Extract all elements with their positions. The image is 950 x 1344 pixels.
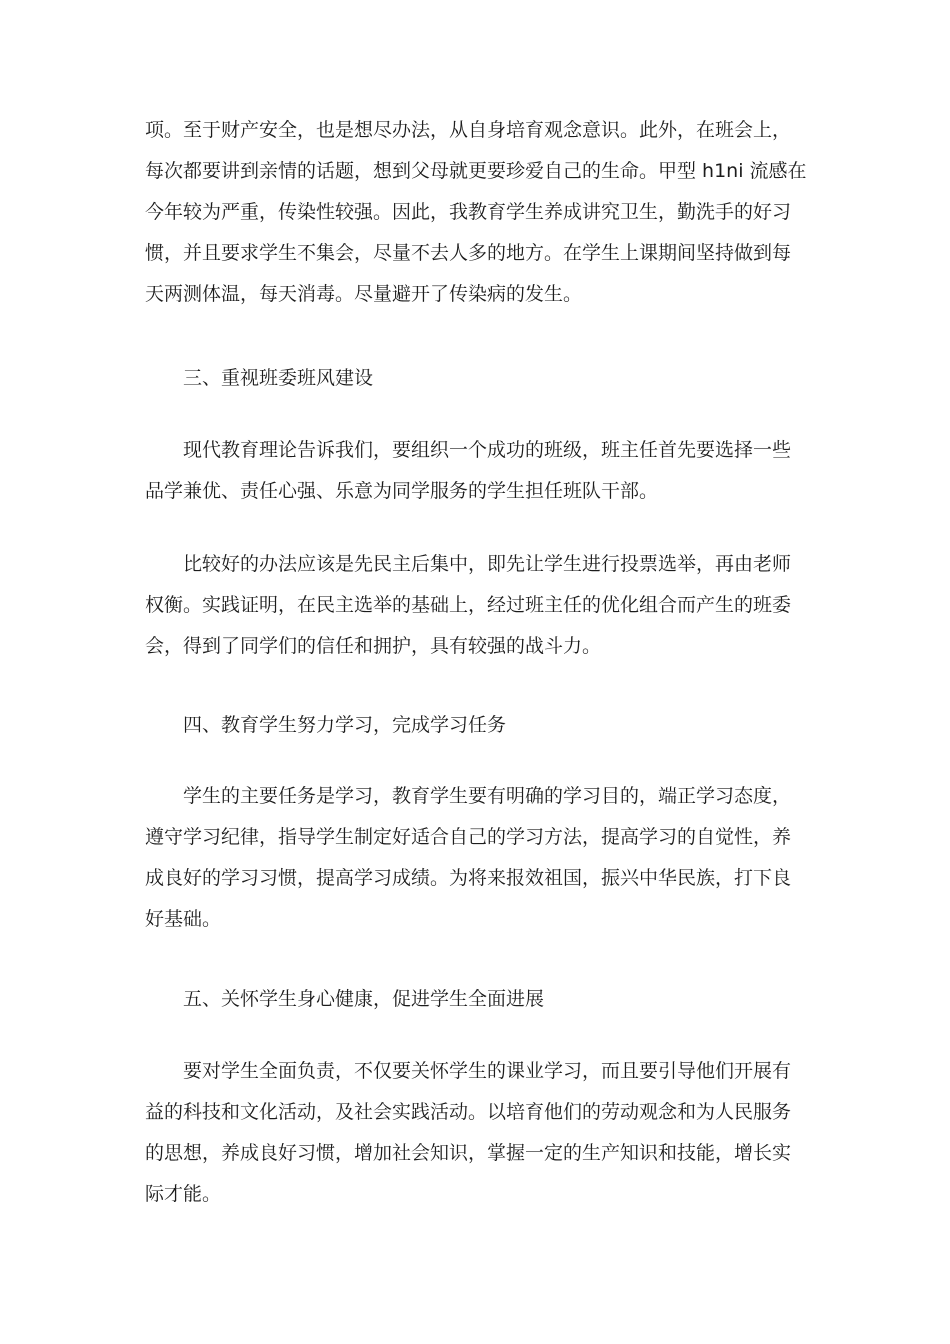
paragraph-line: 遵守学习纪律，指导学生制定好适合自己的学习方法，提高学习的自觉性，养: [145, 826, 792, 848]
section-heading-4: 四、教育学生努力学习，完成学习任务: [183, 714, 507, 736]
paragraph-line: 成良好的学习习惯，提高学习成绩。为将来报效祖国，振兴中华民族，打下良: [145, 867, 792, 889]
paragraph-line: 学生的主要任务是学习，教育学生要有明确的学习目的，端正学习态度，: [183, 785, 792, 807]
section3-paragraph-1: [145, 430, 810, 512]
paragraph-line: 现代教育理论告诉我们，要组织一个成功的班级，班主任首先要选择一些: [183, 439, 792, 461]
paragraph-line: 好基础。: [145, 908, 222, 930]
section5-paragraph-1: [145, 1051, 810, 1215]
paragraph-line: 权衡。实践证明，在民主选举的基础上，经过班主任的优化组合而产生的班委: [145, 594, 792, 616]
paragraph-line: 益的科技和文化活动，及社会实践活动。以培育他们的劳动观念和为人民服务: [145, 1101, 792, 1123]
paragraph-line: 今年较为严重，传染性较强。因此，我教育学生养成讲究卫生，勤洗手的好习: [145, 201, 792, 223]
section4-paragraph-1: [145, 776, 810, 940]
paragraph-line: 际才能。: [145, 1183, 222, 1205]
section-heading-3: 三、重视班委班风建设: [183, 367, 374, 389]
section3-paragraph-2: [145, 544, 810, 667]
section-heading-5: 五、关怀学生身心健康，促进学生全面进展: [183, 988, 545, 1010]
paragraph-line: 惯，并且要求学生不集会，尽量不去人多的地方。在学生上课期间坚持做到每: [145, 242, 792, 264]
paragraph-line: 的思想，养成良好习惯，增加社会知识，掌握一定的生产知识和技能，增长实: [145, 1142, 792, 1164]
paragraph-line: 每次都要讲到亲情的话题，想到父母就更要珍爱自己的生命。甲型 h1ni 流感在: [145, 160, 807, 182]
paragraph-line: 天两测体温，每天消毒。尽量避开了传染病的发生。: [145, 283, 583, 305]
paragraph-line: 比较好的办法应该是先民主后集中，即先让学生进行投票选举，再由老师: [183, 553, 792, 575]
paragraph-line: 要对学生全面负责，不仅要关怀学生的课业学习，而且要引导他们开展有: [183, 1060, 792, 1082]
intro-paragraph: [145, 110, 810, 315]
paragraph-line: 会，得到了同学们的信任和拥护，具有较强的战斗力。: [145, 635, 602, 657]
paragraph-line: 项。至于财产安全，也是想尽办法，从自身培育观念意识。此外，在班会上，: [145, 119, 792, 141]
paragraph-line: 品学兼优、责任心强、乐意为同学服务的学生担任班队干部。: [145, 480, 659, 502]
